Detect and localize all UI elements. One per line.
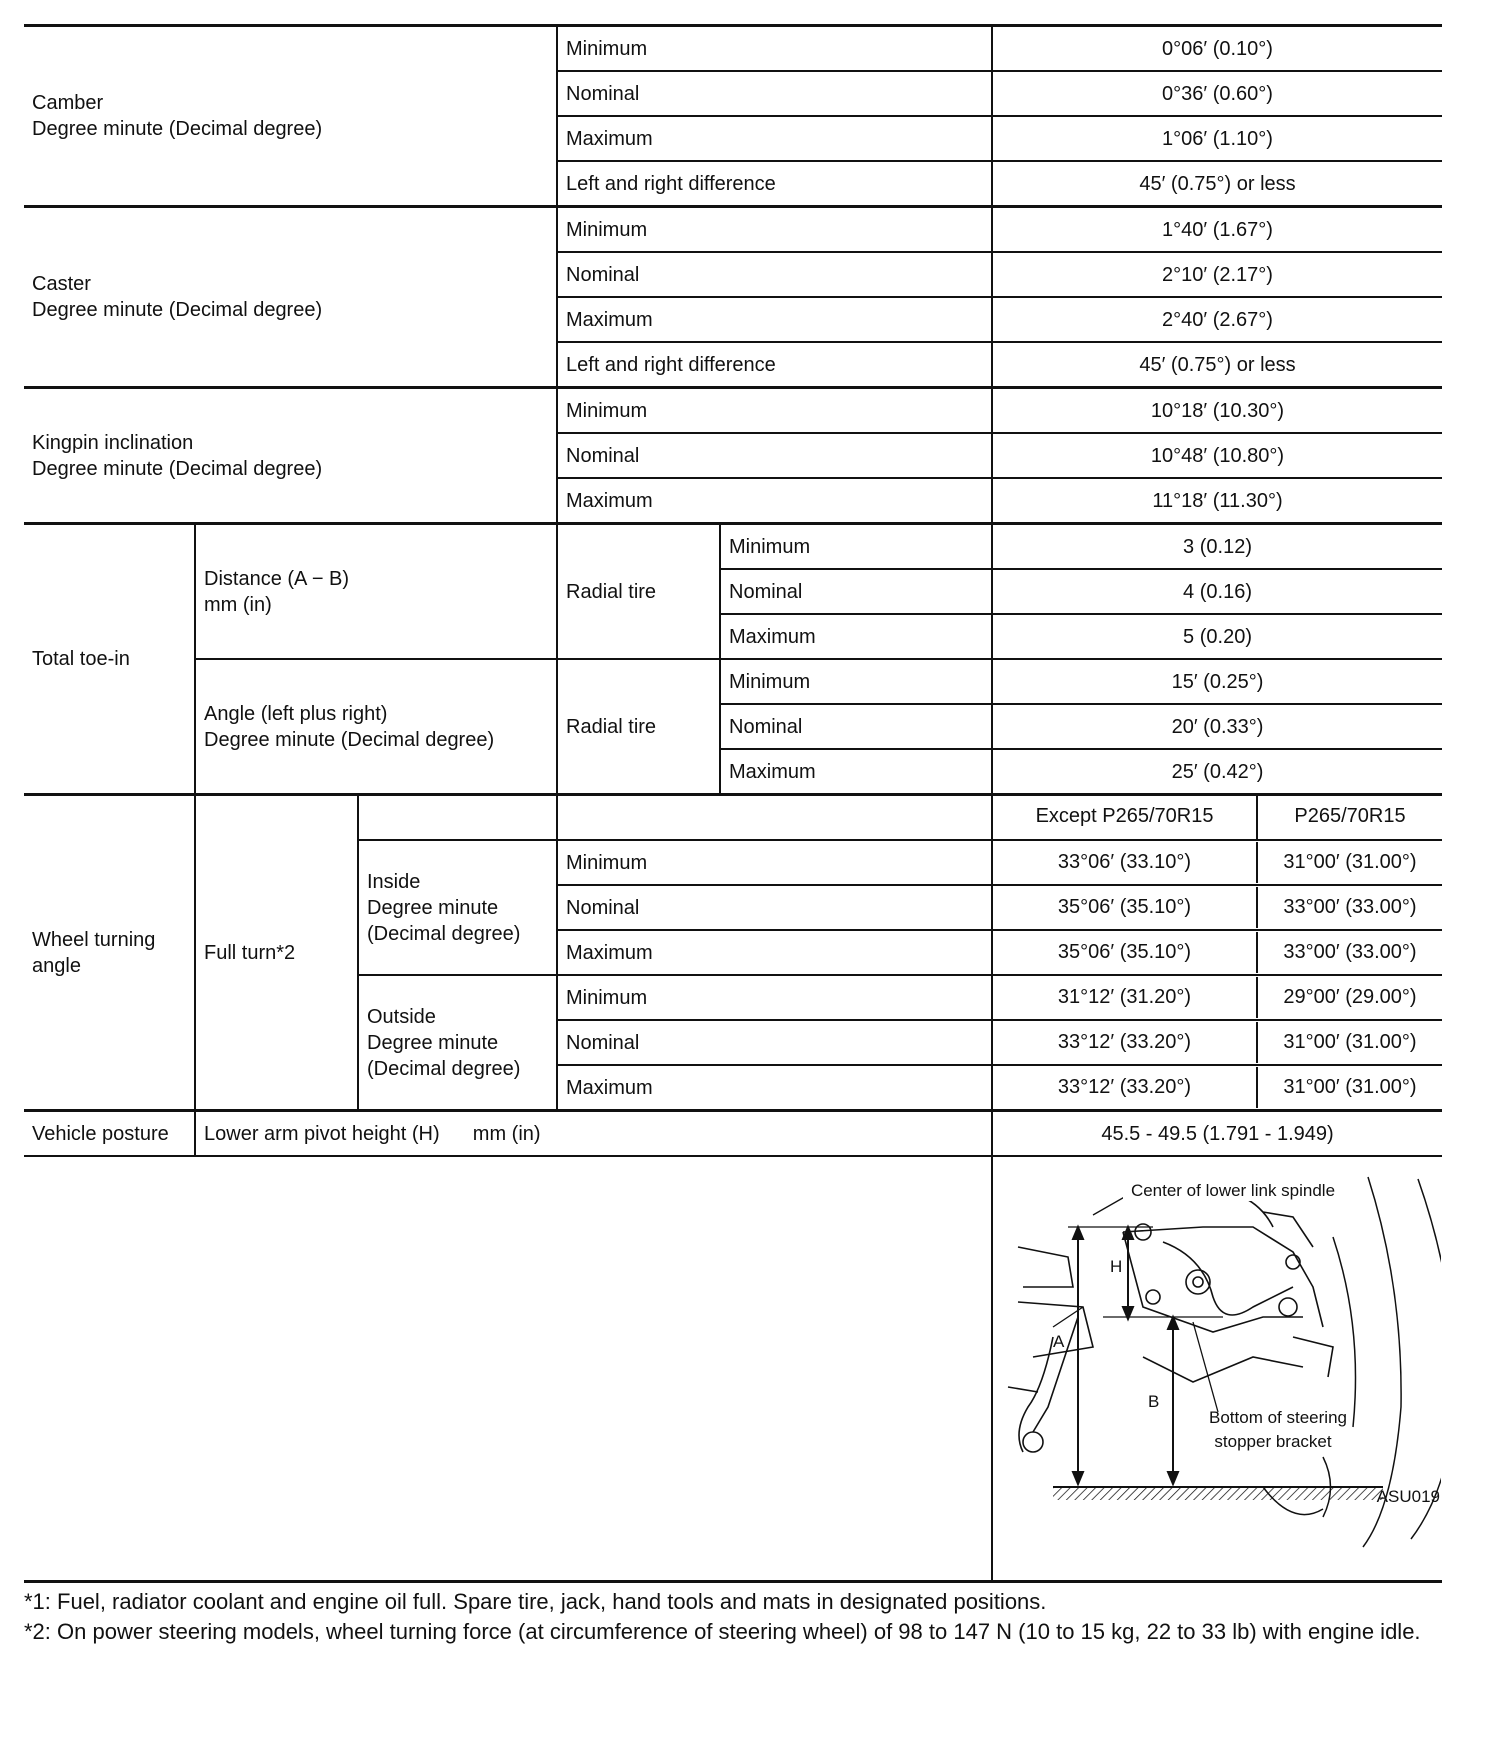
camber-nom-label: Nominal — [557, 71, 992, 116]
full-turn-label: Full turn*2 — [195, 795, 358, 1111]
posture-item: Lower arm pivot height (H) — [204, 1122, 440, 1145]
turn-header-blank-a — [358, 795, 557, 841]
inside-label-cell — [358, 840, 557, 975]
caster-nom-label: Nominal — [557, 252, 992, 297]
camber-diff-label: Left and right difference — [557, 161, 992, 207]
toe-dist-nom-label: Nominal — [720, 569, 992, 614]
inside-min-label: Minimum — [557, 840, 992, 885]
caster-label-cell — [24, 207, 557, 388]
outside-max-v2: 31°00′ (31.00°) — [1283, 1076, 1417, 1098]
diagram-cell — [992, 1156, 1442, 1580]
lower-arm-pivot-diagram — [993, 1157, 1441, 1573]
inside-nom-v2: 33°00′ (33.00°) — [1283, 896, 1417, 918]
outside-nom-label: Nominal — [557, 1020, 992, 1065]
footnote-1: *1: Fuel, radiator coolant and engine oil full. Spare tire, jack, hand tools and mats in designated positions. — [24, 1589, 1047, 1614]
toe-dist-min-value: 3 (0.12) — [992, 524, 1442, 570]
toe-angle-row-min — [24, 659, 1442, 704]
caster-diff-value: 45′ (0.75°) or less — [992, 342, 1442, 388]
outside-label-cell — [358, 975, 557, 1111]
toe-dist-label: Distance (A − B) — [204, 567, 350, 590]
toe-angle-nom-value: 20′ (0.33°) — [992, 704, 1442, 749]
outside-min-values — [992, 975, 1442, 1020]
center-lower-link-label: Center of lower link spindle — [1130, 1181, 1336, 1200]
footnote-2: *2: On power steering models, wheel turning force (at circumference of steering wheel) of 98 to 147 N (10 to 15 kg, 22 to 33 lb) with engine idle. — [24, 1619, 1421, 1644]
kingpin-nom-value: 10°48′ (10.80°) — [992, 433, 1442, 478]
a-label: A — [1053, 1332, 1065, 1351]
figure-code: ASU019 — [1376, 1487, 1441, 1506]
col-except-header: Except P265/70R15 — [993, 796, 1258, 839]
footnotes — [24, 1580, 1442, 1647]
kingpin-nom-label: Nominal — [557, 433, 992, 478]
camber-label-cell — [24, 26, 557, 207]
camber-nom-value: 0°36′ (0.60°) — [992, 71, 1442, 116]
posture-row — [24, 1111, 1442, 1157]
camber-diff-value: 45′ (0.75°) or less — [992, 161, 1442, 207]
caster-nom-value: 2°10′ (2.17°) — [992, 252, 1442, 297]
turn-label-cell — [24, 795, 195, 1111]
kingpin-label: Kingpin inclination — [32, 431, 194, 454]
inside-nom-label: Nominal — [557, 885, 992, 930]
ground-hatch — [1053, 1488, 1383, 1500]
outside-label-l3: (Decimal degree) — [367, 1057, 521, 1080]
outside-max-values — [992, 1065, 1442, 1111]
h-label: H — [1110, 1257, 1123, 1276]
camber-row-min — [24, 26, 1442, 72]
inside-nom-values — [992, 885, 1442, 930]
toe-dist-unit: mm (in) — [204, 593, 272, 616]
toe-dist-max-label: Maximum — [720, 614, 992, 659]
toe-angle-label: Angle (left plus right) — [204, 702, 388, 725]
inside-label-l1: Inside — [367, 870, 421, 893]
wheel-alignment-table — [24, 24, 1442, 1580]
posture-label: Vehicle posture — [24, 1111, 195, 1157]
posture-unit: mm (in) — [472, 1122, 541, 1145]
outside-max-label: Maximum — [557, 1065, 992, 1111]
outside-label-l1: Outside — [367, 1005, 436, 1028]
b-label: B — [1148, 1392, 1160, 1411]
caster-unit: Degree minute (Decimal degree) — [32, 299, 323, 321]
posture-value: 45.5 - 49.5 (1.791 - 1.949) — [992, 1111, 1442, 1157]
turn-header-cols — [992, 795, 1442, 841]
camber-min-value: 0°06′ (0.10°) — [992, 26, 1442, 72]
outside-max-v1: 33°12′ (33.20°) — [993, 1067, 1258, 1108]
alignment-spec-document — [24, 24, 1442, 1647]
kingpin-max-value: 11°18′ (11.30°) — [992, 478, 1442, 524]
toe-angle-unit: Degree minute (Decimal degree) — [204, 728, 495, 751]
camber-unit: Degree minute (Decimal degree) — [32, 118, 323, 140]
caster-label: Caster — [32, 273, 91, 295]
caster-diff-label: Left and right difference — [557, 342, 992, 388]
caster-max-value: 2°40′ (2.67°) — [992, 297, 1442, 342]
turn-header-row — [24, 795, 1442, 841]
inside-max-values — [992, 930, 1442, 975]
dimension-arrows — [1073, 1227, 1178, 1484]
camber-max-value: 1°06′ (1.10°) — [992, 116, 1442, 161]
toe-angle-nom-label: Nominal — [720, 704, 992, 749]
toe-dist-min-label: Minimum — [720, 524, 992, 570]
toe-in-label: Total toe-in — [24, 524, 195, 795]
turn-label-line2: angle — [32, 954, 81, 977]
caster-min-value: 1°40′ (1.67°) — [992, 207, 1442, 253]
outside-nom-values — [992, 1020, 1442, 1065]
toe-dist-max-value: 5 (0.20) — [992, 614, 1442, 659]
outside-label-l2: Degree minute — [367, 1031, 499, 1054]
toe-angle-max-value: 25′ (0.42°) — [992, 749, 1442, 795]
outside-nom-v1: 33°12′ (33.20°) — [993, 1022, 1258, 1063]
toe-angle-min-value: 15′ (0.25°) — [992, 659, 1442, 704]
col-p265-header: P265/70R15 — [1294, 805, 1406, 827]
toe-angle-max-label: Maximum — [720, 749, 992, 795]
diagram-row — [24, 1156, 1442, 1580]
caster-row-min — [24, 207, 1442, 253]
caster-min-label: Minimum — [557, 207, 992, 253]
kingpin-unit: Degree minute (Decimal degree) — [32, 457, 323, 480]
inside-nom-v1: 35°06′ (35.10°) — [993, 887, 1258, 928]
caster-max-label: Maximum — [557, 297, 992, 342]
bottom-stopper-label-2: stopper bracket — [1214, 1432, 1332, 1451]
posture-item-cell — [195, 1111, 992, 1157]
inside-label-l2: Degree minute — [367, 896, 499, 919]
bottom-stopper-label-1: Bottom of steering — [1209, 1408, 1347, 1427]
diagram-blank-cell — [24, 1156, 992, 1580]
outside-min-v2: 29°00′ (29.00°) — [1283, 986, 1417, 1008]
turn-label-line1: Wheel turning — [32, 928, 156, 951]
inside-max-v1: 35°06′ (35.10°) — [993, 932, 1258, 973]
outside-nom-v2: 31°00′ (31.00°) — [1283, 1031, 1417, 1053]
kingpin-label-cell — [24, 388, 557, 524]
camber-label: Camber — [32, 92, 104, 114]
inside-max-label: Maximum — [557, 930, 992, 975]
inside-min-v2: 31°00′ (31.00°) — [1283, 851, 1417, 873]
toe-dist-label-cell — [195, 524, 557, 660]
kingpin-max-label: Maximum — [557, 478, 992, 524]
inside-min-v1: 33°06′ (33.10°) — [993, 842, 1258, 883]
camber-min-label: Minimum — [557, 26, 992, 72]
toe-angle-label-cell — [195, 659, 557, 795]
toe-angle-min-label: Minimum — [720, 659, 992, 704]
toe-angle-tire: Radial tire — [557, 659, 720, 795]
inside-max-v2: 33°00′ (33.00°) — [1283, 941, 1417, 963]
kingpin-row-min — [24, 388, 1442, 434]
outside-min-label: Minimum — [557, 975, 992, 1020]
toe-dist-tire: Radial tire — [557, 524, 720, 660]
camber-max-label: Maximum — [557, 116, 992, 161]
inside-label-l3: (Decimal degree) — [367, 922, 521, 945]
inside-min-values — [992, 840, 1442, 885]
toe-dist-row-min — [24, 524, 1442, 570]
kingpin-min-label: Minimum — [557, 388, 992, 434]
outside-min-v1: 31°12′ (31.20°) — [993, 977, 1258, 1018]
toe-dist-nom-value: 4 (0.16) — [992, 569, 1442, 614]
kingpin-min-value: 10°18′ (10.30°) — [992, 388, 1442, 434]
turn-header-blank-b — [557, 795, 992, 841]
